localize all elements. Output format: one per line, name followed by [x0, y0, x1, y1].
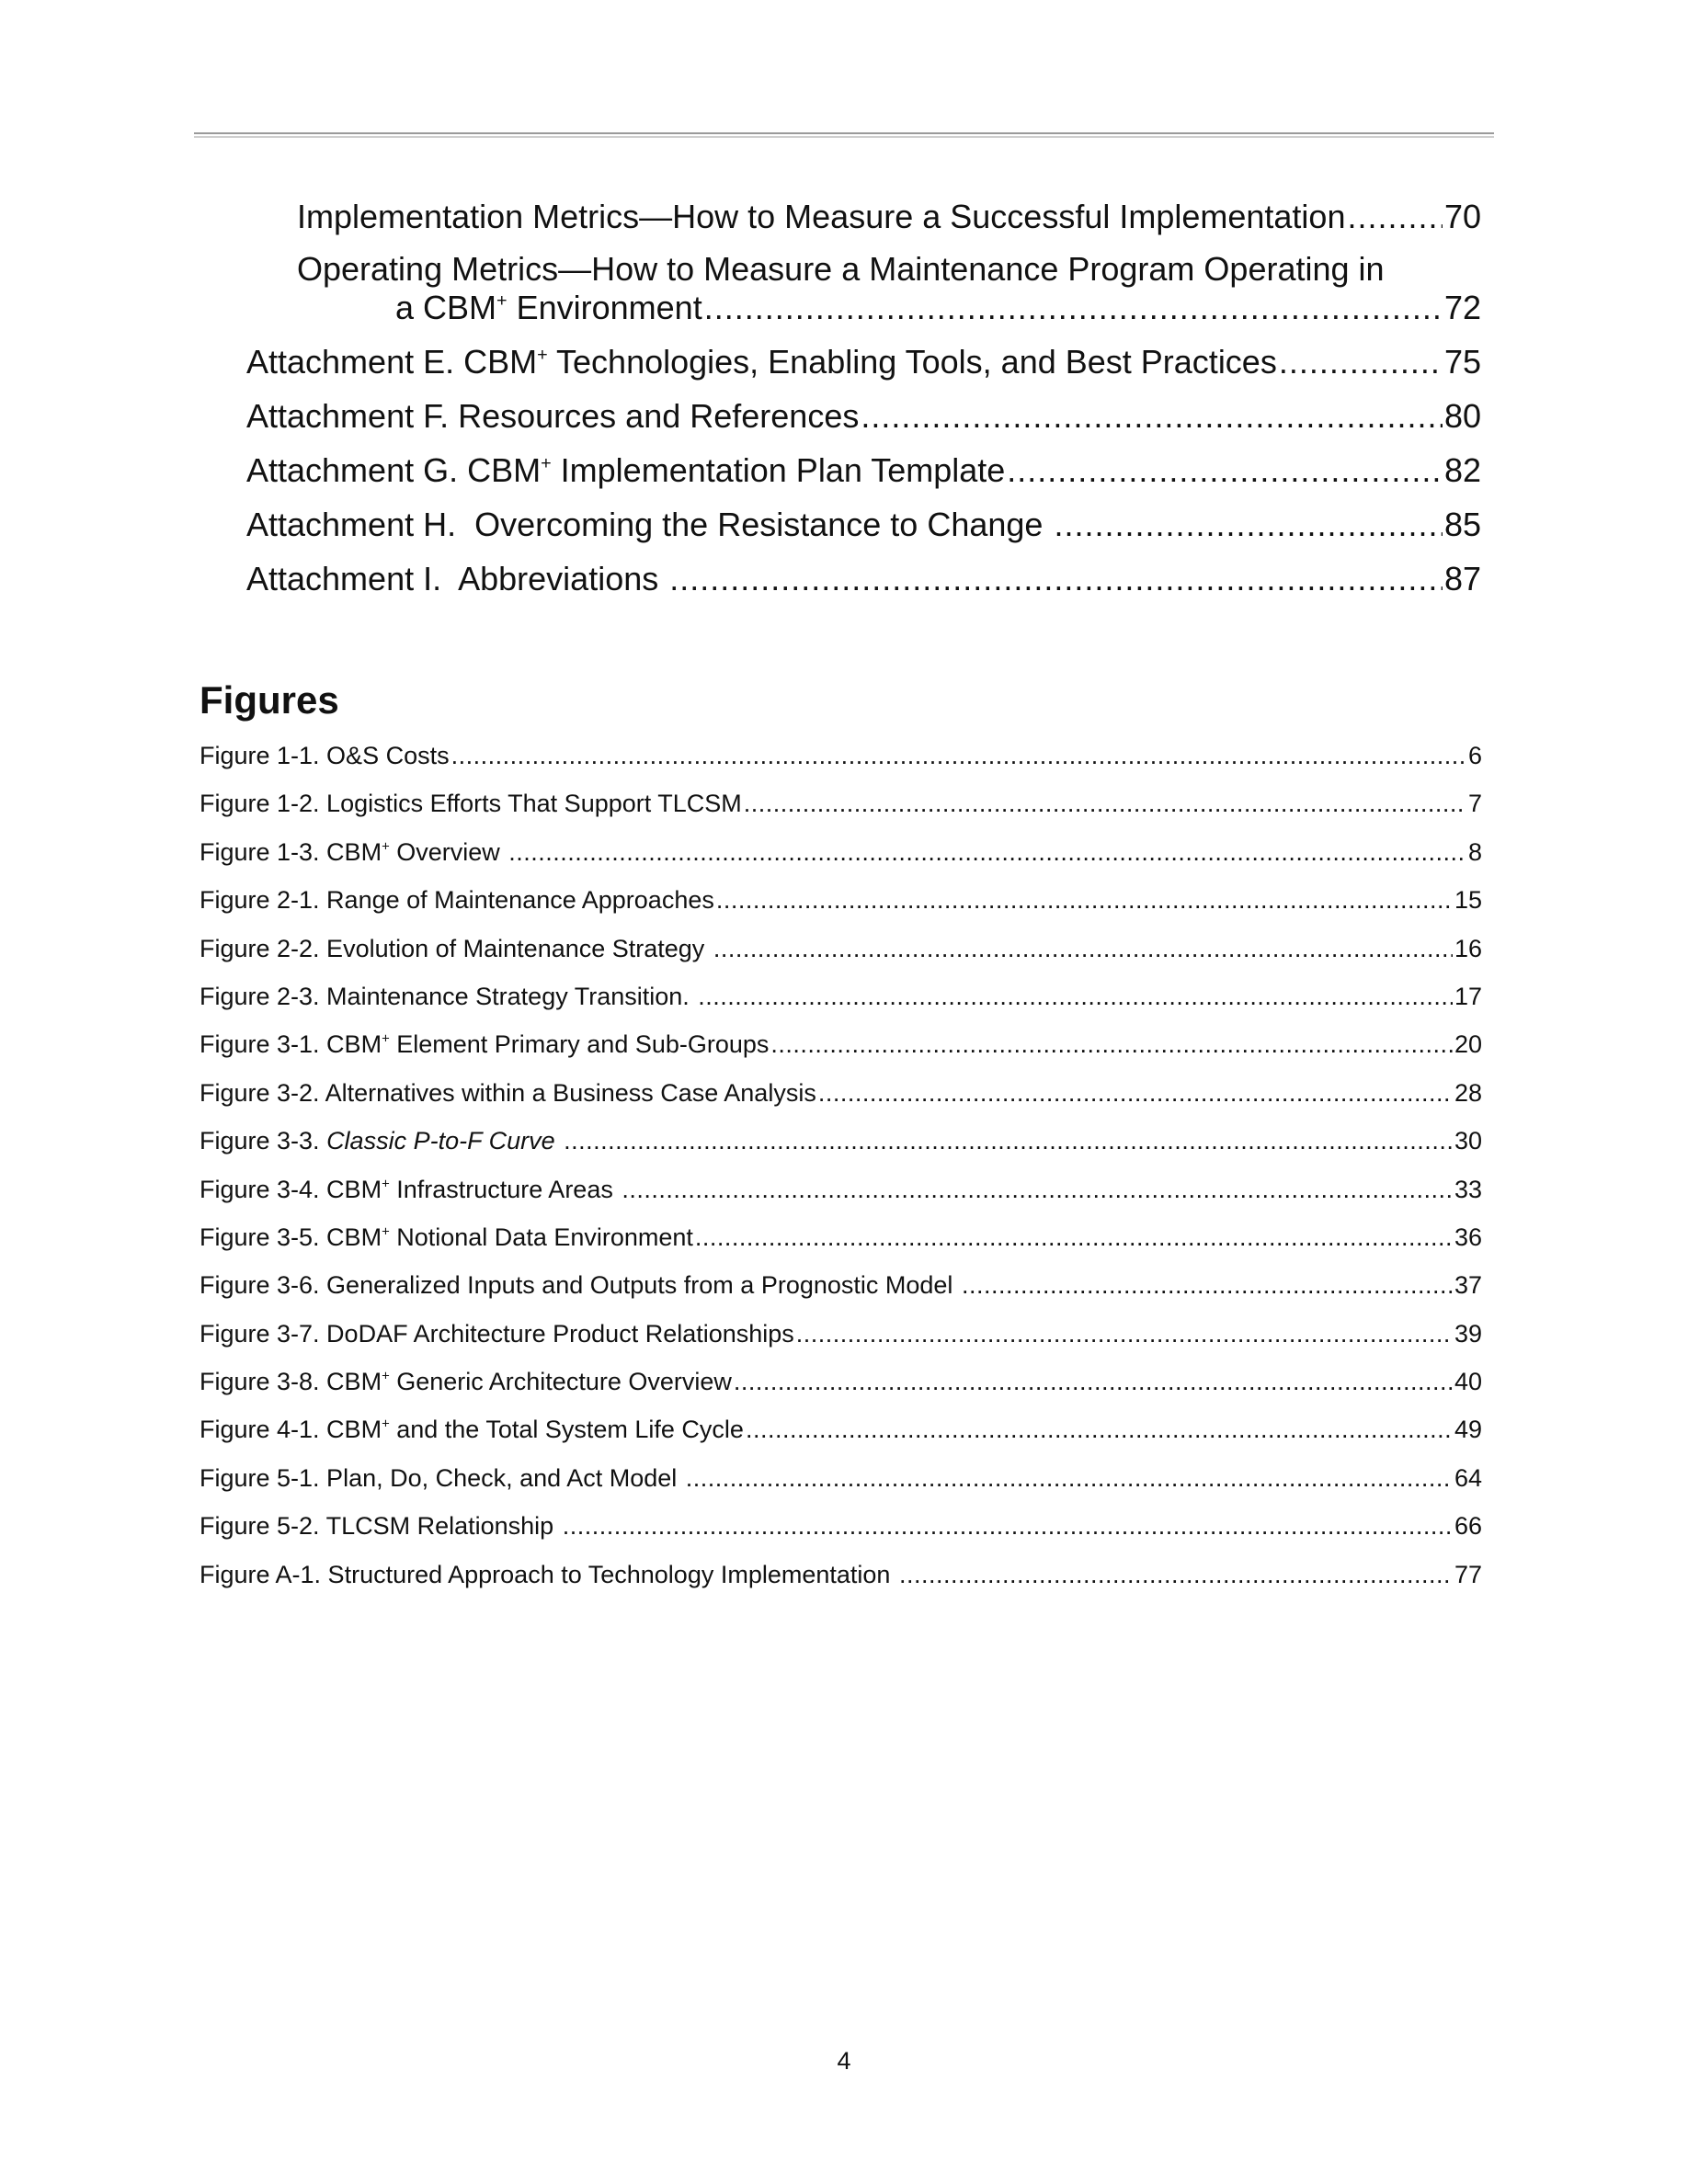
toc-entry-title: Attachment F. Resources and References — [246, 397, 860, 435]
toc-entry[interactable] — [246, 505, 1481, 545]
figure-entry[interactable] — [200, 932, 1482, 980]
dot-leader — [686, 1462, 1453, 1495]
figure-title: Figure A-1. Structured Approach to Technology Implementation — [200, 1560, 897, 1588]
dot-leader — [695, 1221, 1453, 1254]
dot-leader — [734, 1365, 1453, 1398]
toc-entry-title: Implementation Metrics—How to Measure a Successful Implementation — [297, 198, 1346, 235]
dot-leader — [818, 1076, 1453, 1109]
toc-entry-page: 85 — [1443, 506, 1481, 543]
figure-title: Figure 4-1. CBM+ and the Total System Life Cycle — [200, 1416, 744, 1444]
figure-title: Figure 2-2. Evolution of Maintenance Strategy — [200, 934, 712, 962]
figure-title: Figure 3-8. CBM+ Generic Architecture Overview — [200, 1368, 732, 1396]
figure-entry[interactable] — [200, 1413, 1482, 1461]
figure-entry[interactable] — [200, 1268, 1482, 1316]
toc-entry-title-line2: a CBM+ Environment — [395, 289, 702, 326]
figure-entry[interactable] — [200, 836, 1482, 883]
figure-entry[interactable] — [200, 1365, 1482, 1413]
toc-entry[interactable] — [246, 559, 1481, 599]
dot-leader — [899, 1558, 1453, 1591]
figure-title: Figure 3-3. Classic P-to-F Curve — [200, 1127, 555, 1155]
dot-leader — [716, 883, 1453, 916]
figure-page: 64 — [1454, 1463, 1482, 1492]
figure-title: Figure 3-2. Alternatives within a Business Case Analysis — [200, 1078, 816, 1107]
figure-page: 37 — [1454, 1271, 1482, 1300]
figure-page: 8 — [1467, 837, 1482, 866]
figure-entry[interactable] — [200, 1221, 1482, 1268]
figure-page: 30 — [1454, 1127, 1482, 1155]
figure-entry[interactable] — [200, 1462, 1482, 1509]
figure-page: 39 — [1454, 1319, 1482, 1348]
figure-entry[interactable] — [200, 1124, 1482, 1172]
dot-leader — [564, 1124, 1453, 1157]
dot-leader — [563, 1509, 1453, 1542]
figure-entry[interactable] — [200, 1028, 1482, 1075]
figure-entry[interactable] — [200, 1509, 1482, 1557]
toc-entry-title: Attachment E. CBM+ Technologies, Enabling Tools, and Best Practices — [246, 343, 1277, 381]
toc-entry-page: 82 — [1443, 451, 1481, 489]
figures-heading: Figures — [200, 678, 339, 722]
figure-entry[interactable] — [200, 1173, 1482, 1221]
figure-page: 7 — [1467, 790, 1482, 818]
figure-entry[interactable] — [200, 1317, 1482, 1365]
figure-page: 28 — [1454, 1078, 1482, 1107]
figure-page: 20 — [1454, 1030, 1482, 1059]
figure-page: 6 — [1467, 742, 1482, 769]
toc-entry[interactable] — [297, 197, 1481, 237]
figure-page: 33 — [1454, 1175, 1482, 1203]
dot-leader — [713, 932, 1453, 965]
figure-title: Figure 1-3. CBM+ Overview — [200, 837, 508, 866]
dot-leader — [861, 396, 1443, 437]
figure-title: Figure 3-1. CBM+ Element Primary and Sub-Groups — [200, 1030, 770, 1059]
dot-leader — [770, 1028, 1453, 1061]
figure-page: 66 — [1454, 1512, 1482, 1541]
figure-page: 16 — [1454, 934, 1482, 962]
dot-leader — [744, 787, 1466, 820]
figure-entry[interactable] — [200, 787, 1482, 835]
toc-entry[interactable] — [246, 450, 1481, 491]
figure-entry[interactable] — [200, 980, 1482, 1028]
figure-page: 49 — [1454, 1416, 1482, 1444]
figures-list — [200, 739, 1482, 1606]
dot-leader — [962, 1268, 1453, 1302]
dot-leader — [1347, 197, 1442, 237]
figure-title: Figure 3-4. CBM+ Infrastructure Areas — [200, 1175, 621, 1203]
figure-title: Figure 2-1. Range of Maintenance Approaches — [200, 886, 714, 915]
figure-page: 15 — [1454, 886, 1482, 915]
figure-entry[interactable] — [200, 1558, 1482, 1606]
toc-entry-page: 75 — [1443, 343, 1481, 381]
figure-page: 17 — [1454, 982, 1482, 1010]
toc-entry-page: 80 — [1443, 397, 1481, 435]
toc-entry-title: Attachment G. CBM+ Implementation Plan Template — [246, 451, 1006, 489]
dot-leader — [746, 1413, 1453, 1446]
figure-entry[interactable] — [200, 1076, 1482, 1124]
dot-leader — [796, 1317, 1453, 1350]
figure-title: Figure 3-6. Generalized Inputs and Outputs from a Prognostic Model — [200, 1271, 960, 1300]
figure-title: Figure 3-7. DoDAF Architecture Product Relationships — [200, 1319, 794, 1348]
toc-entry[interactable] — [246, 342, 1481, 382]
figure-entry[interactable] — [200, 883, 1482, 931]
figure-page: 77 — [1454, 1560, 1482, 1588]
toc-entry-page: 72 — [1443, 289, 1481, 326]
figure-entry[interactable] — [200, 739, 1482, 787]
toc-entry[interactable] — [246, 396, 1481, 437]
figure-page: 40 — [1454, 1368, 1482, 1396]
figure-title: Figure 3-5. CBM+ Notional Data Environment — [200, 1223, 693, 1251]
dot-leader — [622, 1173, 1453, 1206]
toc-entry-page: 70 — [1443, 198, 1481, 235]
dot-leader — [508, 836, 1466, 869]
toc-entry-title: Attachment I. Abbreviations — [246, 560, 668, 597]
page-number: 4 — [837, 2047, 851, 2075]
dot-leader — [704, 289, 1443, 327]
figure-title: Figure 1-2. Logistics Efforts That Support TLCSM — [200, 790, 742, 818]
header-rule — [194, 132, 1494, 138]
figure-title: Figure 2-3. Maintenance Strategy Transition. — [200, 982, 697, 1010]
dot-leader — [1007, 450, 1443, 491]
toc-entry-title-line1: Operating Metrics—How to Measure a Maintenance Program Operating in — [297, 250, 1385, 288]
figure-page: 36 — [1454, 1223, 1482, 1251]
toc-entry-page: 87 — [1443, 560, 1481, 597]
figure-title: Figure 1-1. O&S Costs — [200, 742, 450, 769]
dot-leader — [1279, 342, 1443, 382]
toc-entry-title: Attachment H. Overcoming the Resistance to Change — [246, 506, 1053, 543]
figure-title: Figure 5-2. TLCSM Relationship — [200, 1512, 561, 1541]
dot-leader — [698, 980, 1453, 1013]
dot-leader — [451, 739, 1466, 772]
figure-title: Figure 5-1. Plan, Do, Check, and Act Model — [200, 1463, 684, 1492]
dot-leader — [1054, 505, 1443, 545]
dot-leader — [669, 559, 1443, 599]
toc-entry[interactable] — [297, 250, 1481, 327]
